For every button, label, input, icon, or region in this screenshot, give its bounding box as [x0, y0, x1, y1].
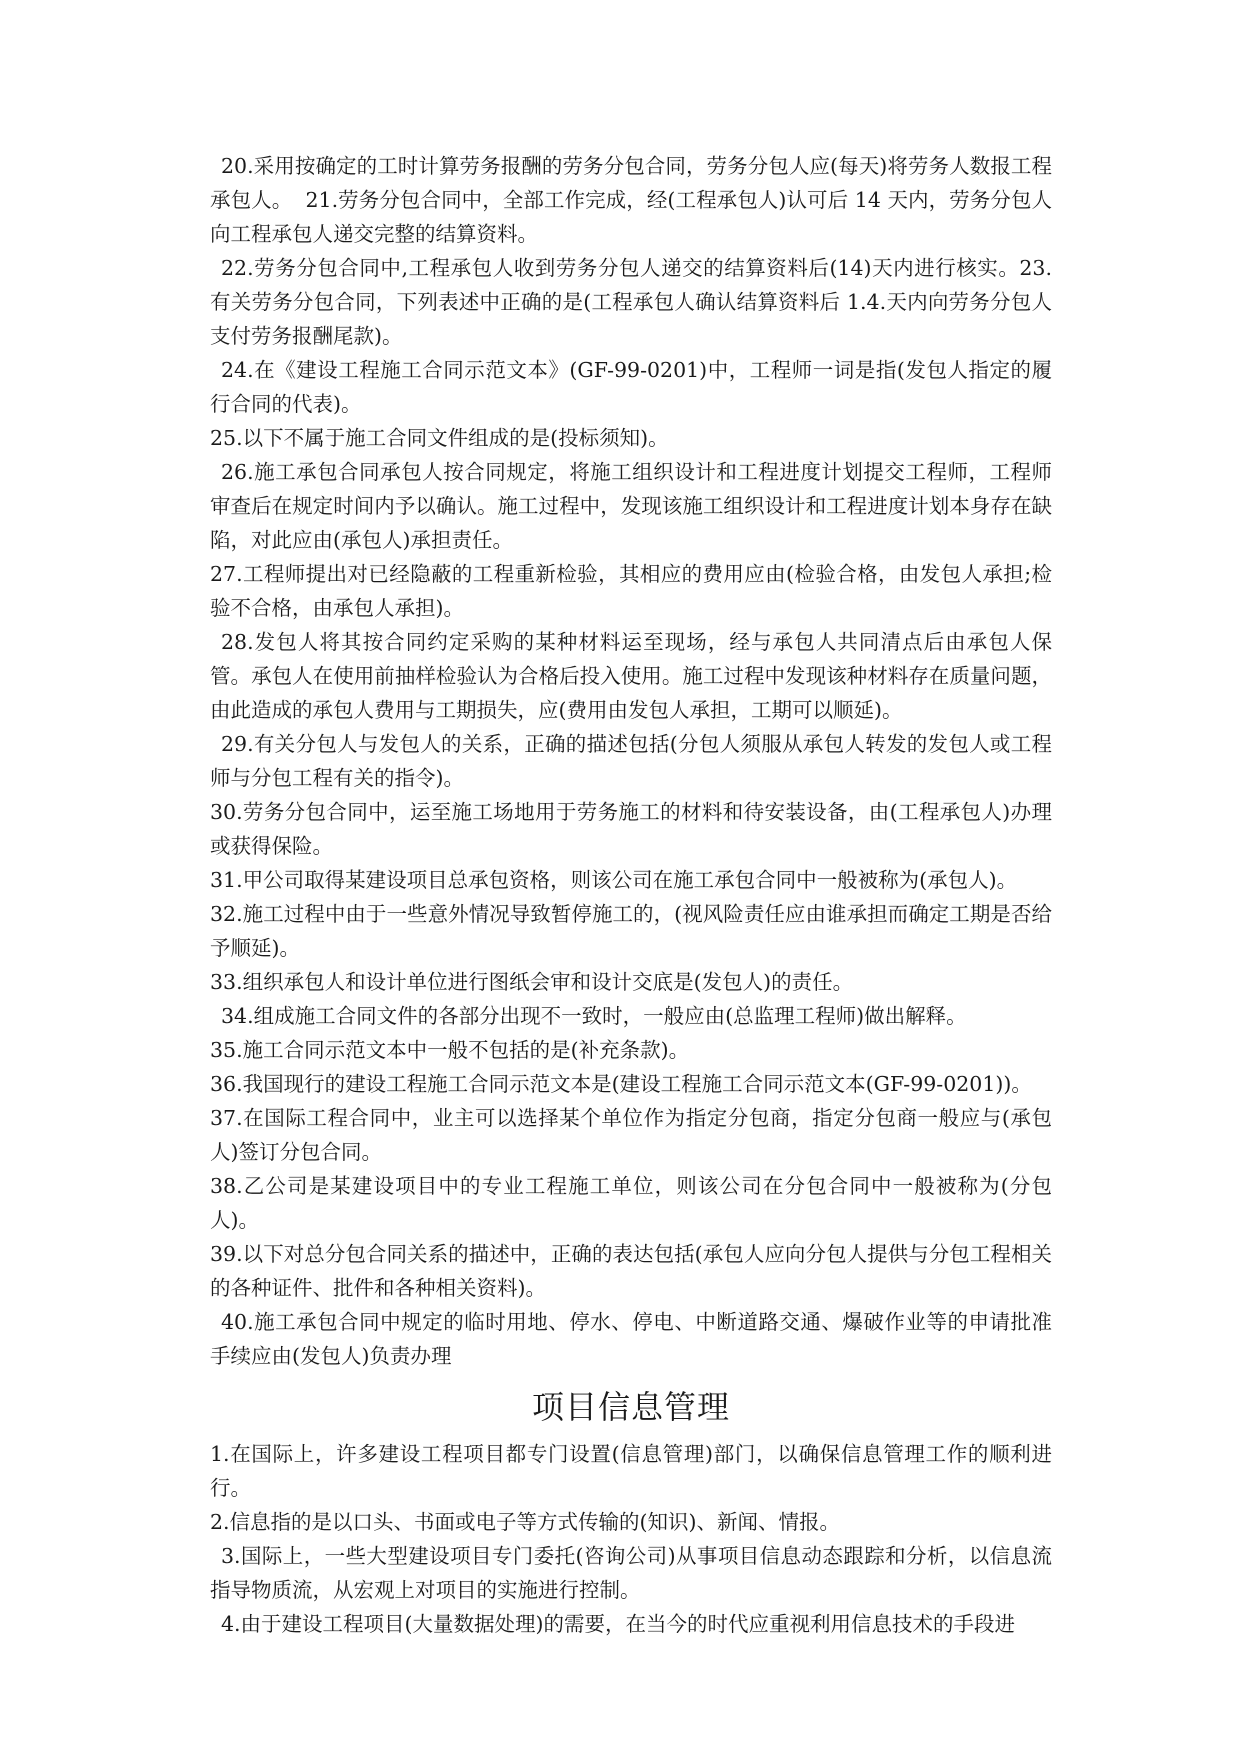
paragraph: 38.乙公司是某建设项目中的专业工程施工单位，则该公司在分包合同中一般被称为(分包人)。: [210, 1174, 1052, 1232]
paragraph: 27.工程师提出对已经隐蔽的工程重新检验，其相应的费用应由(检验合格，由发包人承担;检验不合格，由承包人承担)。: [210, 562, 1052, 620]
paragraph: 22.劳务分包合同中,工程承包人收到劳务分包人递交的结算资料后(14)天内进行核实。23.有关劳务分包合同，下列表述中正确的是(工程承包人确认结算资料后 1.4.天内向劳务分包人支付劳务报酬尾款)。: [210, 256, 1052, 348]
paragraph: 39.以下对总分包合同关系的描述中，正确的表达包括(承包人应向分包人提供与分包工程相关的各种证件、批件和各种相关资料)。: [210, 1242, 1052, 1300]
paragraph: 25.以下不属于施工合同文件组成的是(投标须知)。: [210, 426, 669, 450]
paragraph: 28.发包人将其按合同约定采购的某种材料运至现场，经与承包人共同清点后由承包人保管。承包人在使用前抽样检验认为合格后投入使用。施工过程中发现该种材料存在质量问题，由此造成的承包人费用与工期损失，应(费用由发包人承担，工期可以顺延)。: [210, 630, 1052, 722]
paragraph: 24.在《建设工程施工合同示范文本》(GF-99-0201)中，工程师一词是指(发包人指定的履行合同的代表)。: [210, 358, 1052, 416]
paragraph: 2.信息指的是以口头、书面或电子等方式传输的(知识)、新闻、情报。: [210, 1510, 841, 1534]
paragraph: 40.施工承包合同中规定的临时用地、停水、停电、中断道路交通、爆破作业等的申请批准手续应由(发包人)负责办理: [210, 1310, 1052, 1368]
paragraph: 36.我国现行的建设工程施工合同示范文本是(建设工程施工合同示范文本(GF-99-0201))。: [210, 1072, 1032, 1096]
paragraph: 33.组织承包人和设计单位进行图纸会审和设计交底是(发包人)的责任。: [210, 970, 854, 994]
document-page: [210, 149, 1052, 1641]
section-title: 项目信息管理: [531, 1388, 730, 1426]
paragraph: 34.组成施工合同文件的各部分出现不一致时，一般应由(总监理工程师)做出解释。: [221, 1004, 967, 1028]
paragraph: 20.采用按确定的工时计算劳务报酬的劳务分包合同，劳务分包人应(每天)将劳务人数报工程承包人。 21.劳务分包合同中，全部工作完成，经(工程承包人)认可后 14 天内，劳务分包人向工程承包人递交完整的结算资料。: [210, 154, 1052, 246]
paragraph: 4.由于建设工程项目(大量数据处理)的需要，在当今的时代应重视利用信息技术的手段进: [221, 1612, 1016, 1636]
paragraph: 1.在国际上，许多建设工程项目都专门设置(信息管理)部门，以确保信息管理工作的顺利进行。: [210, 1442, 1052, 1500]
paragraph: 30.劳务分包合同中，运至施工场地用于劳务施工的材料和待安装设备，由(工程承包人)办理或获得保险。: [210, 800, 1052, 858]
paragraph: 31.甲公司取得某建设项目总承包资格，则该公司在施工承包合同中一般被称为(承包人)。: [210, 868, 1018, 892]
info-management-section: [210, 1437, 1052, 1641]
paragraph: 37.在国际工程合同中，业主可以选择某个单位作为指定分包商，指定分包商一般应与(承包人)签订分包合同。: [210, 1106, 1052, 1164]
paragraph: 35.施工合同示范文本中一般不包括的是(补充条款)。: [210, 1038, 690, 1062]
paragraph: 29.有关分包人与发包人的关系，正确的描述包括(分包人须服从承包人转发的发包人或工程师与分包工程有关的指令)。: [210, 732, 1052, 790]
contract-questions-section: [210, 149, 1052, 1373]
paragraph: 26.施工承包合同承包人按合同规定，将施工组织设计和工程进度计划提交工程师，工程师审查后在规定时间内予以确认。施工过程中，发现该施工组织设计和工程进度计划本身存在缺陷，对此应由(承包人)承担责任。: [210, 460, 1052, 552]
paragraph: 32.施工过程中由于一些意外情况导致暂停施工的，(视风险责任应由谁承担而确定工期是否给予顺延)。: [210, 902, 1052, 960]
paragraph: 3.国际上，一些大型建设项目专门委托(咨询公司)从事项目信息动态跟踪和分析，以信息流指导物质流，从宏观上对项目的实施进行控制。: [210, 1544, 1052, 1602]
